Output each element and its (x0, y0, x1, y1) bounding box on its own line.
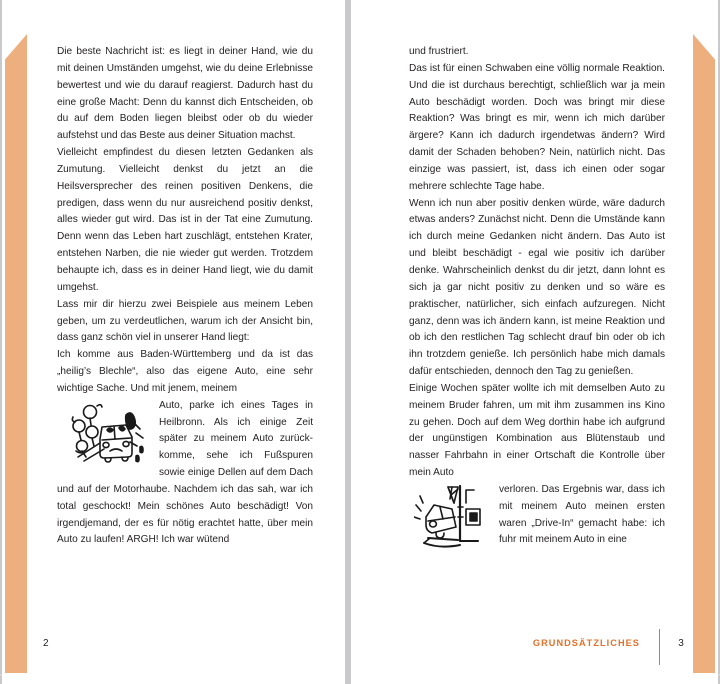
footer-divider-rule (659, 629, 660, 665)
paragraph: Das ist für einen Schwaben eine völlig normale Reaktion. Und die ist durchaus berechtigt, schließlich war ja mein Auto beschädigt worden. Doch was bringt mir diese Reaktion? Was bringt es mir, wenn ich mich darüber ärgere? Kann ich dadurch irgendetwas ändern? Wird damit der Schaden behoben? Nein, natürlich nicht. Das einzige was passiert, ist, dass ich einen oder sogar mehrere schlechte Tage habe. (409, 62, 665, 192)
paragraph: Lass mir dir hierzu zwei Beispiele aus meinem Leben geben, um zu verdeutlichen, warum ich der Ansicht bin, dass ganz schön viel in unserer Hand liegt: (57, 298, 313, 344)
left-page-footer (2, 626, 346, 676)
sketch-car-with-footprints-icon (70, 399, 152, 471)
running-head-chapter-title: GRUNDSÄTZLICHES (532, 638, 640, 648)
right-page-text-column (409, 44, 665, 551)
paragraph: Wenn ich nun aber positiv denken würde, wäre dadurch etwas anders? Zunächst nicht. Denn die Umstände kann ich durch meine Gedanken nicht ändern. Das Auto ist und bleibt beschädigt - egal wie positiv ich darüber denke. Wahrscheinlich denkst du dir jetzt, dann lohnt es sich ja gar nicht positiv zu denken und so wäre es praktischer, natürlicher, sich einfach aufzuregen. Nicht ganz, denn was ich ändern kann, ist meine Reaktion und ob ich den restlichen Tag schlecht drauf bin oder ob ich ihn trotzdem genieße. Ich persönlich habe mich damals dafür entschieden, dennoch den Tag zu genießen. (409, 197, 665, 378)
left-page-text-column (57, 44, 313, 549)
right-page (351, 0, 718, 676)
page-number: 2 (43, 638, 49, 649)
page-number: 3 (678, 638, 684, 649)
paragraph: Die beste Nachricht ist: es liegt in deiner Hand, wie du mit deinen Umständen umgehst, wie du deine Erlebnisse bewertest und wie du darauf reagierst. Dadurch hast du eine große Macht: Denn du kannst dich Entscheiden, ob du auf dem Boden liegen bleibst oder ob du wieder aufstehst und das Beste aus deiner Situation machst. (57, 46, 313, 142)
orange-edge-bar-left (5, 34, 27, 673)
paragraph: Einige Wochen später wollte ich mit demselben Auto zu meinem Bruder fahren, um mit ihm zusammen ins Kino zu gehen. Doch auf dem Weg dorthin habe ich aufgrund der ungünstigen Kombination aus Blütenstaub und nasser Fahrbahn in einer Ortschaft die Kontrolle über mein Auto (409, 382, 665, 479)
paragraph: und frustriert. (409, 46, 469, 57)
paragraph-text: Auto, parke ich eines Tages in Heilbronn. Als ich einige Zeit später zu meinem Auto zurückkomme, sehe ich Fußspuren sowie einige Dellen auf dem Dach und auf der Motorhaube. Nachdem ich das sah, war ich total geschockt! Mein schönes Auto beschädigt! Von irgendjemand, der es für nötig erachtet hatte, über mein Auto zu laufen! ARGH! Ich war wütend (57, 399, 313, 546)
paragraph: Ich komme aus Baden-Württemberg und da ist das „heilig’s Blechle“, also das eigene Auto, eine sehr wichtige Sache. Und mit jenem, meinem (57, 349, 313, 394)
paragraph-text: verloren. Das Ergebnis war, dass ich mit meinem Auto meinen ersten waren „Drive-In“ gemacht habe: ich fuhr mit meinem Auto in eine (499, 483, 665, 546)
paragraph: Vielleicht empfindest du diesen letzten Gedanken als Zumutung. Vielleicht denkst du jetzt an die Heilsversprecher des reinen positiven Denkens, die predigen, dass wenn du nur ausreichend positiv denkst, alles wieder gut wird. Das ist in der Tat eine Zumutung. Denn wenn das Leben hart zuschlägt, entstehen Krater, entstehen Narben, die nie wieder gut werden. Trotzdem behaupte ich, dass es in deiner Hand liegt, wie du damit umgehst. (57, 147, 313, 293)
paragraph-with-illustration (409, 482, 665, 549)
sketch-car-crashed-into-house-icon (414, 483, 492, 551)
right-page-footer (351, 626, 718, 676)
orange-edge-bar-right (693, 34, 715, 673)
paragraph-with-illustration (57, 398, 313, 550)
left-page (2, 0, 346, 676)
